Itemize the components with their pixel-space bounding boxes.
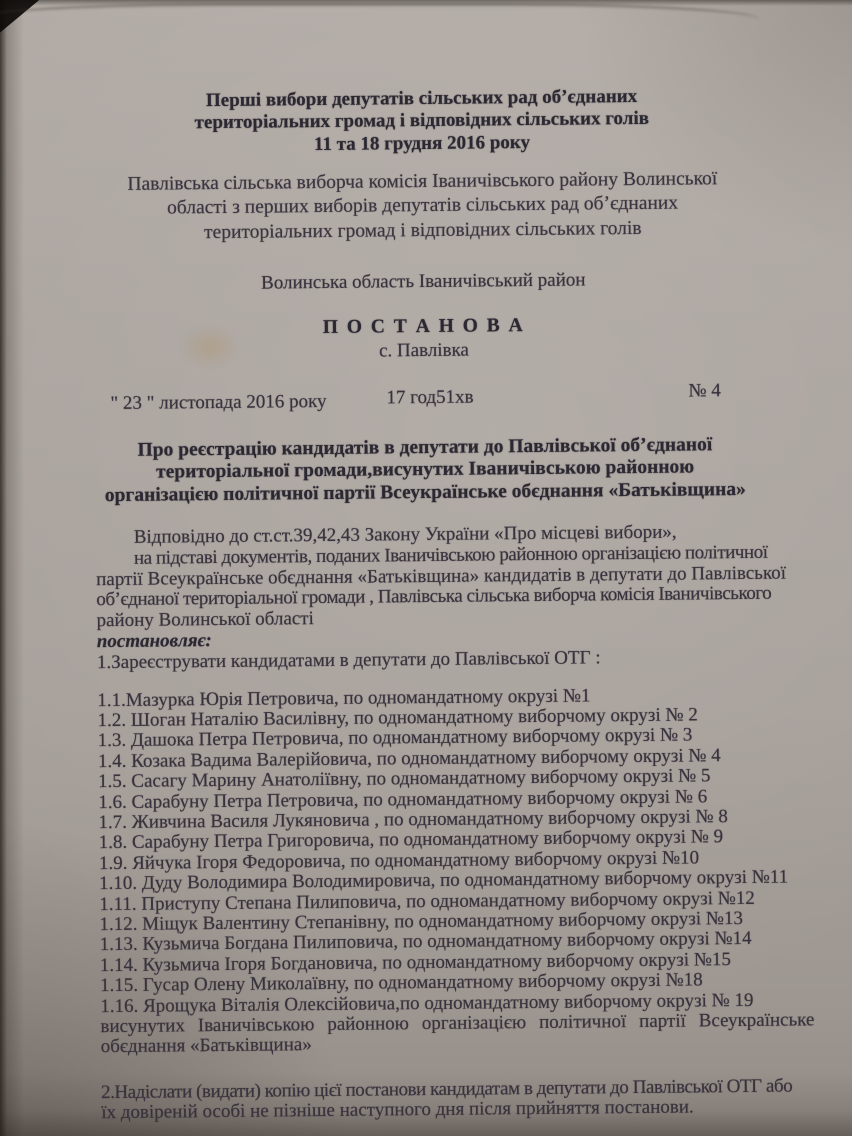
item2-paragraph (101, 1076, 815, 1124)
candidates-footer-line: висунутих Іваничівською районною організацією політичної партії Всеукраїнське (100, 1009, 815, 1038)
commission-paragraph (0, 166, 849, 247)
item2-line: 2.Надіслати (видати) копію цієї постанови кандидатам в депутати до Павлівської ОТГ або (100, 1075, 793, 1104)
candidate-line: 1.15. Гусар Олену Миколаївну, по одномандатному виборчому окрузі №18 (99, 969, 703, 997)
candidate-line: 1.4. Козака Вадима Валерійовича, по одномандатному виборчому окрузі № 4 (97, 744, 721, 772)
item2-line: їх довіреній особі не пізніше наступного дня після прийняття постанови. (101, 1096, 694, 1124)
header-line: 11 та 18 грудня 2016 року (313, 131, 531, 155)
candidate-line: 1.14. Кузьмича Ігоря Богдановича, по одномандатному виборчому окрузі №15 (99, 948, 732, 977)
document-number: № 4 (688, 380, 721, 402)
candidates-footer-line: обєднання «Батьківщина» (100, 1034, 312, 1058)
election-header (0, 84, 848, 159)
header-line: Перші вибори депутатів сільських рад об’єднаних (205, 85, 638, 112)
candidate-line: 1.6. Сарабуну Петра Петровича, по одномандатному виборчому окрузі № 6 (98, 785, 708, 813)
preamble-line: на підставі документів, поданих Іваничівською районною організацією політичної (133, 541, 768, 569)
candidate-line: 1.3. Дашока Петра Петровича, по одномандатному виборчому окрузі № 3 (97, 724, 693, 752)
candidate-line: 1.10. Дуду Володимира Володимировича, по одномандатному виборчому окрузі №11 (98, 866, 789, 895)
candidate-line: 1.9. Яйчука Ігоря Федоровича, по одномандатному виборчому окрузі №10 (98, 847, 700, 874)
candidate-line: 1.1.Мазурка Юрія Петровича, по одномандатному окрузі №1 (97, 685, 591, 711)
preamble-line: Відповідно до ст.ст.39,42,43 Закону України «Про місцеві вибори», (133, 521, 677, 548)
commission-line: області з перших виборів депутатів сільських рад об’єднаних (167, 192, 679, 219)
candidate-line: 1.16. Ярощука Віталія Олексійовича,по одномандатному виборчому окрузі № 19 (100, 989, 754, 1017)
document-date: " 23 " листопада 2016 року (110, 390, 327, 415)
candidate-line: 1.7. Живчина Василя Лукяновича , по одномандатному виборчому окрузі № 8 (98, 806, 728, 834)
resolution-title (69, 434, 782, 508)
resolution-body (96, 521, 816, 1124)
document-type-title: П О С Т А Н О В А (322, 315, 525, 338)
preamble-line: об’єднаної територіальної громади , Павлівська сільська виборча комісія Іваничівського (96, 583, 772, 611)
commission-line: Павлівська сільська виборча комісія Іваничівського району Волинської (127, 168, 718, 195)
resolves-label: постановляє: (96, 630, 212, 653)
header-line: територіальних громад і відповідних сільських голів (194, 108, 650, 134)
title-line: Про реєстрацію кандидатів в депутати до Павлівської об’єднаної (137, 434, 713, 461)
commission-line: територіальних громад і відповідних сільських голів (203, 217, 642, 243)
candidate-line: 1.8. Сарабуну Петра Григоровича, по одномандатному виборчому окрузі № 9 (98, 826, 724, 854)
candidate-line: 1.2. Шоган Наталію Василівну, по одномандатному виборчому окрузі № 2 (97, 704, 698, 732)
region-line: Волинська область Іваничівський район (261, 269, 586, 294)
candidates-list (97, 684, 814, 1058)
preamble-line: району Волинської області (96, 608, 314, 632)
candidate-line: 1.5. Сасагу Марину Анатоліївну, по одномандатному виборчому окрузі № 5 (98, 765, 711, 793)
candidate-line: 1.11. Приступу Степана Пилиповича, по одномандатному виборчому окрузі №12 (99, 887, 755, 915)
preamble-line: партії Всеукраїнське обєднання «Батьківщина» кандидатів в депутати до Павлівської (96, 562, 787, 590)
candidate-line: 1.13. Кузьмича Богдана Пилиповича, по одномандатному виборчому окрузі №14 (99, 928, 752, 956)
candidate-line: 1.12. Міщук Валентину Степанівну, по одномандатному виборчому окрузі №13 (99, 908, 744, 936)
place-line: с. Павлівка (378, 339, 470, 362)
title-line: організацією політичної партії Всеукраїнське обєднання «Батьківщина» (104, 478, 746, 506)
item1-intro: 1.Зареєструвати кандидатами в депутати до Павлівської ОТГ : (96, 647, 601, 673)
document-time: 17 год51хв (386, 386, 474, 409)
title-line: територіальної громади,висунутих Іваничівською районною (155, 456, 695, 483)
